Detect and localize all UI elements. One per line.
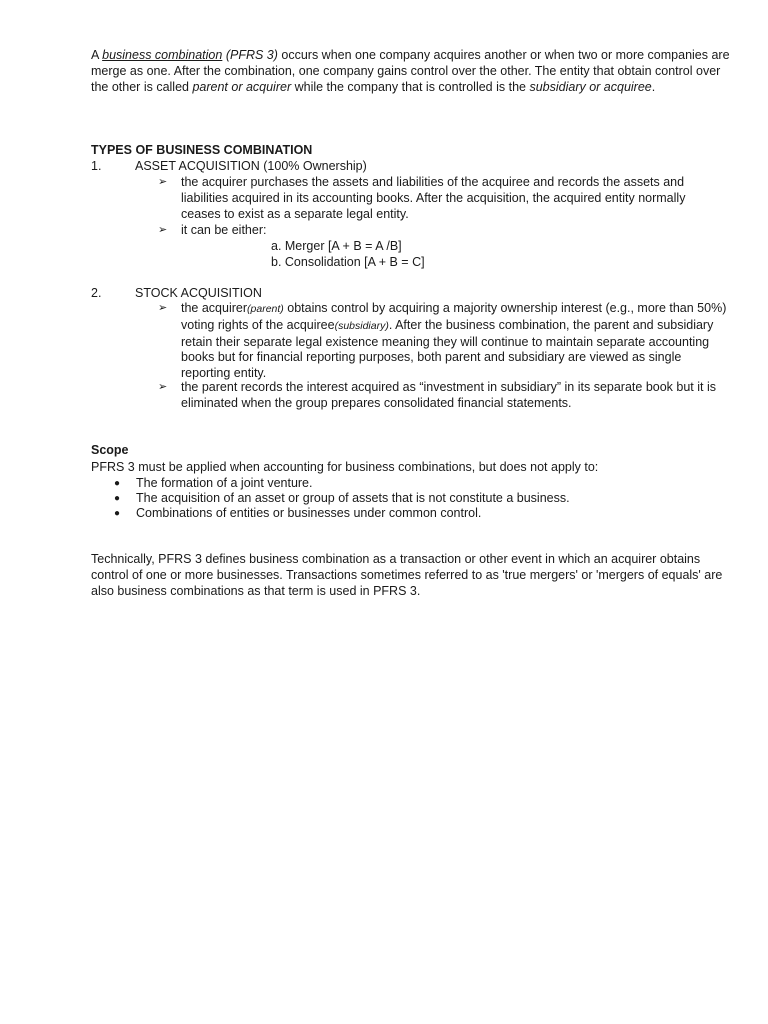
asset-bullet-2-text: it can be either: <box>181 223 267 237</box>
merger-option: a. Merger [A + B = A /B] <box>271 239 402 253</box>
subsidiary-term: subsidiary or acquiree <box>529 79 652 94</box>
bullet-dot-icon: ● <box>114 508 121 519</box>
list-number: 1. <box>91 159 102 173</box>
technical-definition-paragraph: Technically, PFRS 3 defines business combination as a transaction or other event in which an acquirer obtains control of one or more businesses. Transactions sometimes referred to as 'true mergers' or 'mergers of equals' are also business combinations as that term is used in PFRS 3. <box>91 552 723 598</box>
arrow-bullet-icon: ➢ <box>158 302 168 314</box>
intro-text-3: occurs when one company acquires another or when two or more companies are merge as one. After the combination, one company gains control over the other. The entity that obtain control over the other is called <box>91 48 730 94</box>
types-heading: TYPES OF BUSINESS COMBINATION <box>91 143 313 157</box>
arrow-bullet-icon: ➢ <box>158 176 168 188</box>
scope-item <box>114 491 570 507</box>
intro-paragraph <box>91 48 731 95</box>
arrow-bullet-icon: ➢ <box>158 381 168 393</box>
asset-bullet-2 <box>158 223 728 239</box>
intro-text-1: A <box>91 48 103 62</box>
asset-bullet-1 <box>158 175 728 222</box>
stock-bullet-1-text <box>181 301 728 382</box>
stock-b1-text-2: obtains control by acquiring a majority ownership interest (e.g., more than 50%) voting rights of the acquiree <box>181 301 727 332</box>
scope-item <box>114 506 481 522</box>
intro-text-4: while the company that is controlled is the <box>291 79 530 94</box>
scope-item <box>114 476 312 492</box>
consolidation-option: b. Consolidation [A + B = C] <box>271 255 425 269</box>
scope-item-text: The acquisition of an asset or group of assets that is not constitute a business. <box>136 491 570 505</box>
scope-item-text: The formation of a joint venture. <box>136 476 313 490</box>
asset-acquisition-title: ASSET ACQUISITION (100% Ownership) <box>135 159 367 173</box>
bullet-dot-icon: ● <box>114 478 121 489</box>
subsidiary-note: (subsidiary) <box>334 319 389 332</box>
parent-term: parent or acquirer <box>192 79 292 94</box>
bullet-dot-icon: ● <box>114 493 121 504</box>
stock-b1-text-3: . After the business combination, the parent and subsidiary retain their separate legal existence meaning they will continue to maintain separate accounting books but for financial reporting purposes, both parent and subsidiary are viewed as single reporting entity. <box>181 317 714 381</box>
stock-bullet-2-text: the parent records the interest acquired as “investment in subsidiary” in its separate book but it is eliminated when the group prepares consolidated financial statements. <box>181 380 716 410</box>
scope-intro: PFRS 3 must be applied when accounting for business combinations, but does not apply to: <box>91 460 599 474</box>
stock-b1-text-1: the acquirer <box>181 301 248 315</box>
list-number: 2. <box>91 286 102 300</box>
stock-bullet-1 <box>158 301 728 382</box>
arrow-bullet-icon: ➢ <box>158 224 168 236</box>
parent-note: (parent) <box>247 303 284 315</box>
scope-heading: Scope <box>91 443 129 457</box>
asset-bullet-1-text: the acquirer purchases the assets and liabilities of the acquiree and records the assets and liabilities acquired in its accounting books. After the acquisition, the acquired entity normally ceases to exist as a separate legal entity. <box>181 175 686 221</box>
stock-acquisition-title: STOCK ACQUISITION <box>135 286 262 300</box>
stock-bullet-2 <box>158 380 728 412</box>
scope-item-text: Combinations of entities or businesses under common control. <box>136 506 482 520</box>
business-combination-term: business combination <box>102 48 223 62</box>
pfrs-reference: (PFRS 3) <box>225 48 278 62</box>
intro-text-5: . <box>651 79 656 94</box>
